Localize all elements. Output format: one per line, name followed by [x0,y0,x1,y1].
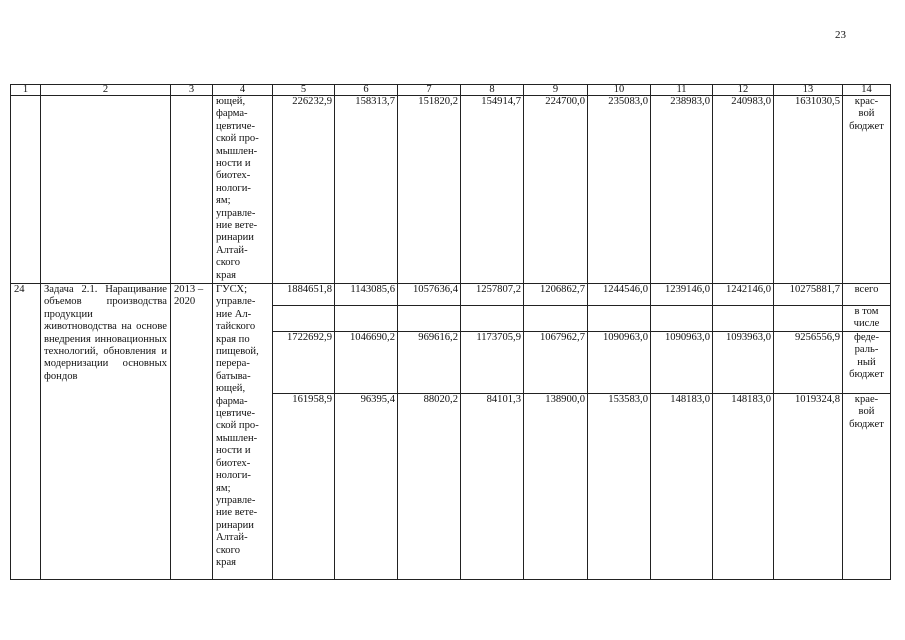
cell-line: ринарии [216,519,254,531]
cell-line: нологи- [216,182,251,194]
cell-line: мышлен- [216,145,258,157]
cell-executor [213,96,273,284]
cell-name [41,96,171,284]
column-header: 6 [335,85,398,96]
cell-line: нологи- [216,470,251,482]
cell-value [398,306,461,332]
cell-value: 226232,9 [273,96,335,284]
cell-line: ние вете- [216,220,258,232]
cell-line: ям; [216,195,231,207]
cell-line: бюджет [849,369,884,381]
column-header: 14 [843,85,891,96]
cell-line: цевтиче- [216,120,255,132]
cell-line: биотех- [216,457,251,469]
cell-line: числе [853,318,880,330]
cell-value: 969616,2 [398,331,461,393]
cell-period [171,96,213,284]
cell-line: ности и [216,445,251,457]
column-header: 1 [11,85,41,96]
cell-line: ской про- [216,420,259,432]
cell-line: бюджет [849,418,884,430]
cell-value: 1173705,9 [461,331,524,393]
cell-num [11,96,41,284]
cell-line: края по [216,333,250,345]
cell-value: 88020,2 [398,393,461,579]
column-header: 2 [41,85,171,96]
cell-line: ющей, [216,383,246,395]
cell-source [843,96,891,284]
cell-value [713,306,774,332]
cell-source [843,393,891,579]
cell-value: 9256556,9 [774,331,843,393]
cell-value: 1722692,9 [273,331,335,393]
cell-line: 2020 [174,296,196,308]
column-header: 9 [524,85,588,96]
cell-value [524,306,588,332]
cell-value: 1884651,8 [273,284,335,306]
column-header: 7 [398,85,461,96]
cell-line: ние Ал- [216,308,252,320]
cell-line: управле- [216,494,256,506]
cell-line: вой [858,406,875,418]
cell-value: 1090963,0 [588,331,651,393]
cell-line: биотех- [216,170,251,182]
cell-value: 84101,3 [461,393,524,579]
cell-value [273,306,335,332]
cell-line: ринарии [216,232,254,244]
column-header: 4 [213,85,273,96]
header-row [11,85,891,96]
column-header: 12 [713,85,774,96]
cell-line: Алтай- [216,532,248,544]
cell-value [651,306,713,332]
cell-period [171,284,213,580]
cell-line: ние вете- [216,507,258,519]
cell-value: 10275881,7 [774,284,843,306]
cell-value: 161958,9 [273,393,335,579]
cell-value: 1067962,7 [524,331,588,393]
cell-line: крас- [854,96,879,107]
cell-value: 1019324,8 [774,393,843,579]
cell-line: 2013 – [174,284,204,295]
cell-line: Алтай- [216,244,248,256]
cell-value: 148183,0 [713,393,774,579]
cell-value: 1631030,5 [774,96,843,284]
cell-value: 1093963,0 [713,331,774,393]
cell-line: края [216,556,237,568]
cell-value: 96395,4 [335,393,398,579]
cell-value: 151820,2 [398,96,461,284]
cell-value: 1143085,6 [335,284,398,306]
cell-source: всего [843,284,891,306]
cell-value [774,306,843,332]
cell-line: пищевой, [216,346,259,358]
column-header: 11 [651,85,713,96]
cell-line: цевтиче- [216,408,255,420]
cell-line: в том [854,306,879,317]
cell-value: 153583,0 [588,393,651,579]
program-table [10,84,891,580]
cell-line: фарма- [216,395,248,407]
cell-line: ской про- [216,133,259,145]
cell-line: перера- [216,358,250,370]
cell-line: ющей, [216,96,246,107]
cell-line: мышлен- [216,432,258,444]
table-row [11,284,891,306]
cell-value: 1257807,2 [461,284,524,306]
cell-value [461,306,524,332]
cell-source [843,331,891,393]
cell-line: тайского [216,321,256,333]
cell-line: крае- [854,393,879,405]
cell-value: 158313,7 [335,96,398,284]
cell-value: 1239146,0 [651,284,713,306]
cell-value: 1090963,0 [651,331,713,393]
cell-executor [213,284,273,580]
column-header: 13 [774,85,843,96]
cell-source [843,306,891,332]
cell-value: 1242146,0 [713,284,774,306]
cell-value: 1046690,2 [335,331,398,393]
cell-line: фарма- [216,108,248,120]
cell-value: 235083,0 [588,96,651,284]
cell-value [335,306,398,332]
cell-value: 1206862,7 [524,284,588,306]
cell-line: ского [216,544,240,556]
cell-line: ный [857,356,876,368]
cell-line: ского [216,257,240,269]
column-header: 10 [588,85,651,96]
cell-line: батыва- [216,370,251,382]
cell-line: вой [858,108,875,120]
cell-line: управле- [216,296,256,308]
cell-name: Задача 2.1. Наращивание объемов производства продукции животноводства на основе внедрения инновационных технологий, обновления и модернизации основных фондов [41,284,171,580]
cell-value: 240983,0 [713,96,774,284]
cell-value: 1057636,4 [398,284,461,306]
cell-line: ности и [216,158,251,170]
cell-value: 224700,0 [524,96,588,284]
page-number: 23 [835,29,846,41]
cell-value: 238983,0 [651,96,713,284]
cell-line: феде- [853,331,880,343]
cell-value: 148183,0 [651,393,713,579]
cell-line: раль- [854,344,879,356]
column-header: 8 [461,85,524,96]
cell-num: 24 [11,284,41,580]
cell-value: 138900,0 [524,393,588,579]
cell-line: управле- [216,207,256,219]
cell-value: 154914,7 [461,96,524,284]
cell-line: края [216,269,237,281]
cell-line: бюджет [849,120,884,132]
cell-line: ГУСХ; [216,284,248,295]
column-header: 5 [273,85,335,96]
cell-line: ям; [216,482,231,494]
cell-value [588,306,651,332]
cell-value: 1244546,0 [588,284,651,306]
table-row [11,96,891,284]
column-header: 3 [171,85,213,96]
